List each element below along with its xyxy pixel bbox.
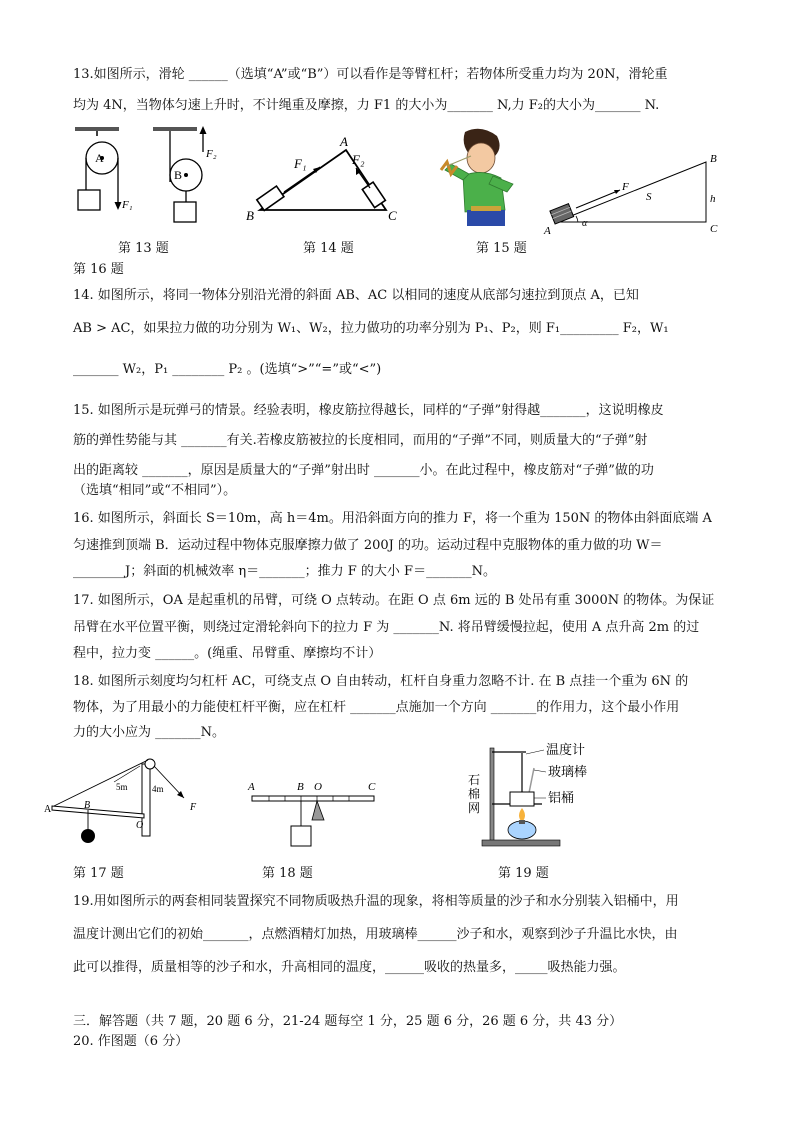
q14-line-2: AB > AC，如果拉力做的功分别为 W₁、W₂，拉力做功的功率分别为 P₁、P₂，则 F₁_________ F₂，W₁	[73, 321, 669, 336]
fig14-label-f2: F₂	[352, 152, 365, 167]
q15-line-2: 筋的弹性势能与其 _______有关.若橡皮筋被拉的长度相同，而用的“子弹”不同，则质量大的“子弹”射	[73, 433, 648, 448]
fig13-label-b: B	[174, 168, 183, 182]
weight-a	[78, 190, 100, 210]
fig19-label-net-1: 石	[468, 773, 481, 787]
fig19-label-bucket: 铝桶	[548, 790, 575, 805]
fig19-label-net-3: 网	[468, 801, 481, 815]
stand-rod	[490, 748, 494, 842]
box-on-incline	[550, 204, 574, 224]
caption-14: 第 14 题	[303, 241, 354, 256]
stand-base	[482, 840, 560, 846]
fig18-label-c: C	[368, 781, 376, 793]
q15-line-4: （选填“相同”或“不相同”）。	[73, 483, 237, 498]
caption-17: 第 17 题	[73, 866, 124, 881]
figure-19-heating-apparatus	[462, 742, 622, 850]
fig17-label-4m: 4m	[152, 784, 164, 794]
q15-line-1: 15. 如图所示是玩弹弓的情景。经验表明，橡皮筋拉得越长，同样的“子弹”射得越_______，这说明橡皮	[73, 403, 664, 418]
q16-line-2: 匀速推到顶端 B．运动过程中物体克服摩擦力做了 200J 的功。运动过程中克服物体的重力做的功 W＝	[73, 538, 663, 553]
q18-line-2: 物体，为了用最小的力能使杠杆平衡，应在杠杆 _______点施加一个方向 _______的作用力，这个最小作用	[73, 700, 680, 715]
fig13-label-f1: F₁	[122, 199, 133, 211]
section-3-title: 三．解答题（共 7 题，20 题 6 分，21-24 题每空 1 分，25 题 6 分，26 题 6 分，共 43 分）	[73, 1014, 623, 1029]
weight-b	[174, 202, 196, 222]
caption-13: 第 13 题	[118, 241, 169, 256]
fig16-label-s: S	[646, 191, 652, 203]
boy-jeans	[467, 210, 505, 226]
q16-line-3: ________J；斜面的机械效率 η＝_______；推力 F 的大小 F＝_______N。	[73, 564, 496, 579]
q14-line-1: 14. 如图所示，将同一物体分别沿光滑的斜面 AB、AC 以相同的速度从底部匀速拉到顶点 A，已知	[73, 288, 639, 303]
question-20-heading: 20. 作图题（6 分）	[73, 1034, 189, 1049]
fulcrum	[312, 801, 324, 820]
figure-18-lever	[244, 778, 384, 850]
fig14-label-f1: F₁	[294, 156, 307, 171]
boy-face	[467, 143, 495, 173]
incline-abc	[556, 162, 706, 222]
fig13-label-f2: F₂	[206, 148, 217, 160]
q14-line-3: _______ W₂，P₁ ________ P₂ 。(选填“>”“=”或“<”)	[73, 362, 382, 377]
caption-15: 第 15 题	[476, 241, 527, 256]
hanging-ball	[81, 829, 95, 843]
q15-line-3: 出的距离较 _______，原因是质量大的“子弹”射出时 _______小。在此过程中，橡皮筋对“子弹”做的功	[73, 463, 654, 478]
q17-line-1: 17. 如图所示，OA 是起重机的吊臂，可绕 O 点转动。在距 O 点 6m 远的 B 处吊有重 3000N 的物体。为保证	[73, 593, 715, 608]
figure-17-crane	[44, 752, 204, 848]
caption-18: 第 18 题	[262, 866, 313, 881]
ceiling-hatch-a	[75, 127, 119, 131]
figure-14-inclines	[240, 134, 410, 226]
q18-line-1: 18. 如图所示刻度均匀杠杆 AC，可绕支点 O 自由转动，杠杆自身重力忽略不计. 在 B 点挂一个重为 6N 的	[73, 674, 689, 689]
figure-16-incline	[540, 152, 726, 236]
fig17-label-5m: 5m	[116, 782, 128, 792]
q13-line-1: 13.如图所示，滑轮 ______（选填“A”或“B”）可以看作是等臂杠杆；若物体所受重力均为 20N，滑轮重	[73, 67, 668, 82]
aluminum-bucket	[510, 792, 534, 806]
q19-line-2: 温度计测出它们的初始_______，点燃酒精灯加热，用玻璃棒______沙子和水，观察到沙子升温比水快，由	[73, 927, 678, 942]
caption-16: 第 16 题	[73, 262, 124, 277]
figure-13-pulleys	[70, 124, 230, 228]
fig14-label-a: A	[340, 134, 348, 149]
fig16-label-h: h	[710, 193, 716, 205]
q13-line-2: 均为 4N，当物体匀速上升时，不计绳重及摩擦，力 F1 的大小为_______ N,力 F₂的大小为_______ N.	[73, 98, 660, 113]
fig16-label-c: C	[710, 223, 718, 235]
figure-15-slingshot-boy	[435, 126, 525, 228]
fig19-label-glass-rod: 玻璃棒	[548, 764, 588, 779]
caption-19: 第 19 题	[498, 866, 549, 881]
fig13-label-a: A	[95, 151, 104, 165]
fig16-label-a: A	[544, 225, 551, 236]
q17-line-3: 程中，拉力变 ______。(绳重、吊臂重、摩擦均不计）	[73, 646, 382, 661]
fig17-label-o: O	[136, 820, 144, 831]
fig18-label-b: B	[297, 781, 304, 793]
fig19-label-net-2: 棉	[468, 787, 481, 801]
fig16-label-b: B	[710, 153, 717, 165]
fig14-label-b: B	[246, 208, 254, 223]
fig16-label-f: F	[622, 181, 629, 193]
block-left	[257, 186, 284, 210]
fig16-label-alpha: α	[582, 218, 588, 229]
q19-line-1: 19.用如图所示的两套相同装置探究不同物质吸热升温的现象，将相等质量的沙子和水分别装入铝桶中，用	[73, 894, 679, 909]
fig14-label-c: C	[388, 208, 397, 223]
q19-line-3: 此可以推得，质量相等的沙子和水，升高相同的温度，______吸收的热量多，_____吸热能力强。	[73, 960, 626, 975]
q16-line-1: 16. 如图所示，斜面长 S＝10m，高 h＝4m。用沿斜面方向的推力 F，将一个重为 150N 的物体由斜面底端 A	[73, 511, 712, 526]
hanging-weight	[291, 826, 311, 846]
fig17-label-b: B	[84, 800, 91, 811]
fig18-label-o: O	[314, 781, 322, 793]
fig17-label-a: A	[44, 804, 52, 815]
crane-arm	[52, 806, 144, 818]
lever-bar	[252, 796, 374, 801]
fig18-label-a: A	[248, 781, 255, 793]
q18-line-3: 力的大小应为 _______N。	[73, 725, 226, 740]
fig17-label-f: F	[190, 802, 197, 813]
q17-line-2: 吊臂在水平位置平衡，则绕过定滑轮斜向下的拉力 F 为 _______N. 将吊臂缓慢拉起，使用 A 点升高 2m 的过	[73, 620, 700, 635]
fig19-label-thermometer: 温度计	[546, 742, 586, 757]
